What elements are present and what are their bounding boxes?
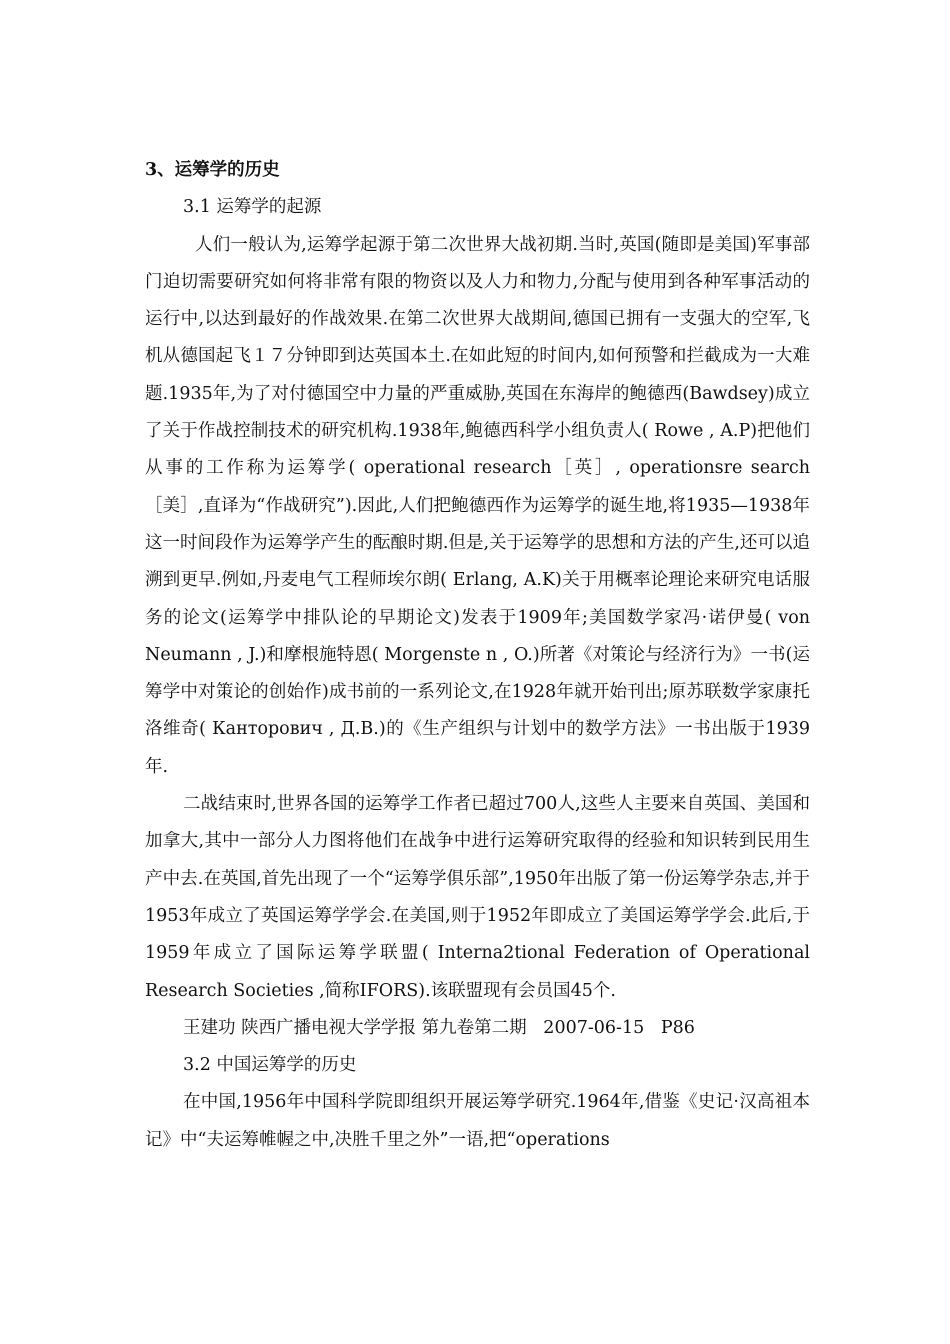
citation: 王建功 陕西广播电视大学学报 第九卷第二期 2007-06-15 P86 (183, 1017, 695, 1038)
paragraph-origin-2: 二战结束时,世界各国的运筹学工作者已超过700人,这些人主要来自英国、美国和加拿大,其中一部分人力图将他们在战争中进行运筹研究取得的经验和知识转到民用生产中去.在英国,首先出现了一个“运筹学俱乐部”,1950年出版了第一份运筹学杂志,并于1953年成立了英国运筹学学会.在美国,则于1952年即成立了美国运筹学学会.此后,于1959年成立了国际运筹学联盟( Interna2tional Federation of Operational Research Societies ,简称IFORS).该联盟现有会员国45个. (145, 794, 810, 1001)
section-heading: 3、运筹学的历史 (145, 160, 280, 180)
document-page (145, 152, 810, 1159)
paragraph-origin-1: 人们一般认为,运筹学起源于第二次世界大战初期.当时,英国(随即是美国)军事部门迫切需要研究如何将非常有限的物资以及人力和物力,分配与使用到各种军事活动的运行中,以达到最好的作战效果.在第二次世界大战期间,德国已拥有一支强大的空军,飞机从德国起飞１７分钟即到达英国本土.在如此短的时间内,如何预警和拦截成为一大难题.1935年,为了对付德国空中力量的严重威胁,英国在东海岸的鲍德西(Bawdsey)成立了关于作战控制技术的研究机构.1938年,鲍德西科学小组负责人( Rowe , A.P)把他们从事的工作称为运筹学( operational research［英］, operationsre search［美］,直译为“作战研究”).因此,人们把鲍德西作为运筹学的诞生地,将1935—1938年这一时间段作为运筹学产生的酝酿时期.但是,关于运筹学的思想和方法的产生,还可以追溯到更早.例如,丹麦电气工程师埃尔朗( Erlang, A.K)关于用概率论理论来研究电话服务的论文(运筹学中排队论的早期论文)发表于1909年;美国数学家冯·诺伊曼( von Neumann , J.)和摩根施特恩( Morgenste n , O.)所著《对策论与经济行为》一书(运筹学中对策论的创始作)成书前的一系列论文,在1928年就开始刊出;原苏联数学家康托洛维奇( Канторович , Д.В.)的《生产组织与计划中的数学方法》一书出版于1939年. (145, 234, 810, 777)
subsection-heading-china: 3.2 中国运筹学的历史 (183, 1055, 357, 1076)
subsection-heading-origin: 3.1 运筹学的起源 (183, 197, 322, 218)
paragraph-china-1: 在中国,1956年中国科学院即组织开展运筹学研究.1964年,借鉴《史记·汉高祖本记》中“夫运筹帷幄之中,决胜千里之外”一语,把“operations (145, 1092, 810, 1150)
